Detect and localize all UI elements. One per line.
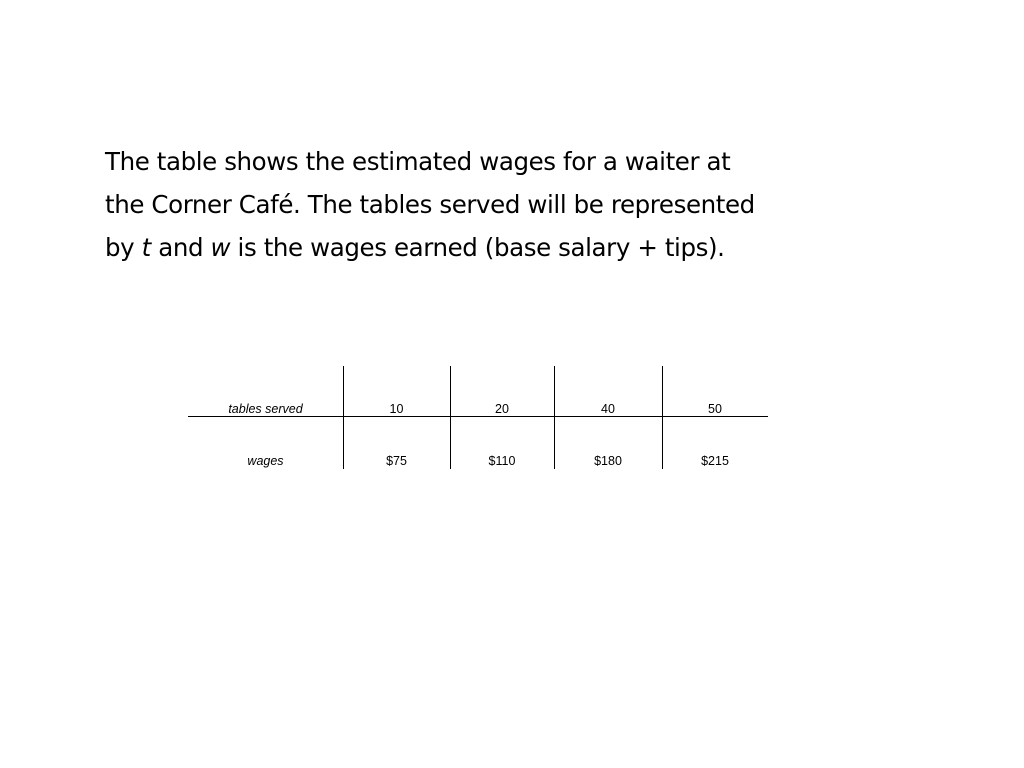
statement-line-3 [105, 226, 905, 269]
row-header-tables-served: tables served [228, 402, 303, 416]
tables-served-cell: 10 [389, 402, 404, 416]
wages-table [188, 366, 768, 469]
row-header-wages: wages [247, 454, 284, 468]
table-row-divider [188, 416, 768, 417]
statement-text: is the wages earned (base salary + tips). [230, 233, 725, 262]
statement-line-2: the Corner Café. The tables served will be represented [105, 190, 755, 219]
wages-cell: $180 [594, 454, 622, 468]
statement-text: by [105, 233, 142, 262]
wages-cell: $75 [386, 454, 407, 468]
tables-served-cell: 50 [708, 402, 722, 416]
problem-statement [105, 140, 905, 269]
variable-t: t [141, 233, 151, 262]
tables-served-cell: 40 [601, 402, 615, 416]
wages-cell: $110 [488, 454, 516, 468]
tables-served-cell: 20 [495, 402, 509, 416]
variable-w: w [210, 233, 231, 262]
statement-line-1: The table shows the estimated wages for a waiter at [105, 147, 731, 176]
statement-text: and [150, 233, 211, 262]
wages-cell: $215 [701, 454, 729, 468]
